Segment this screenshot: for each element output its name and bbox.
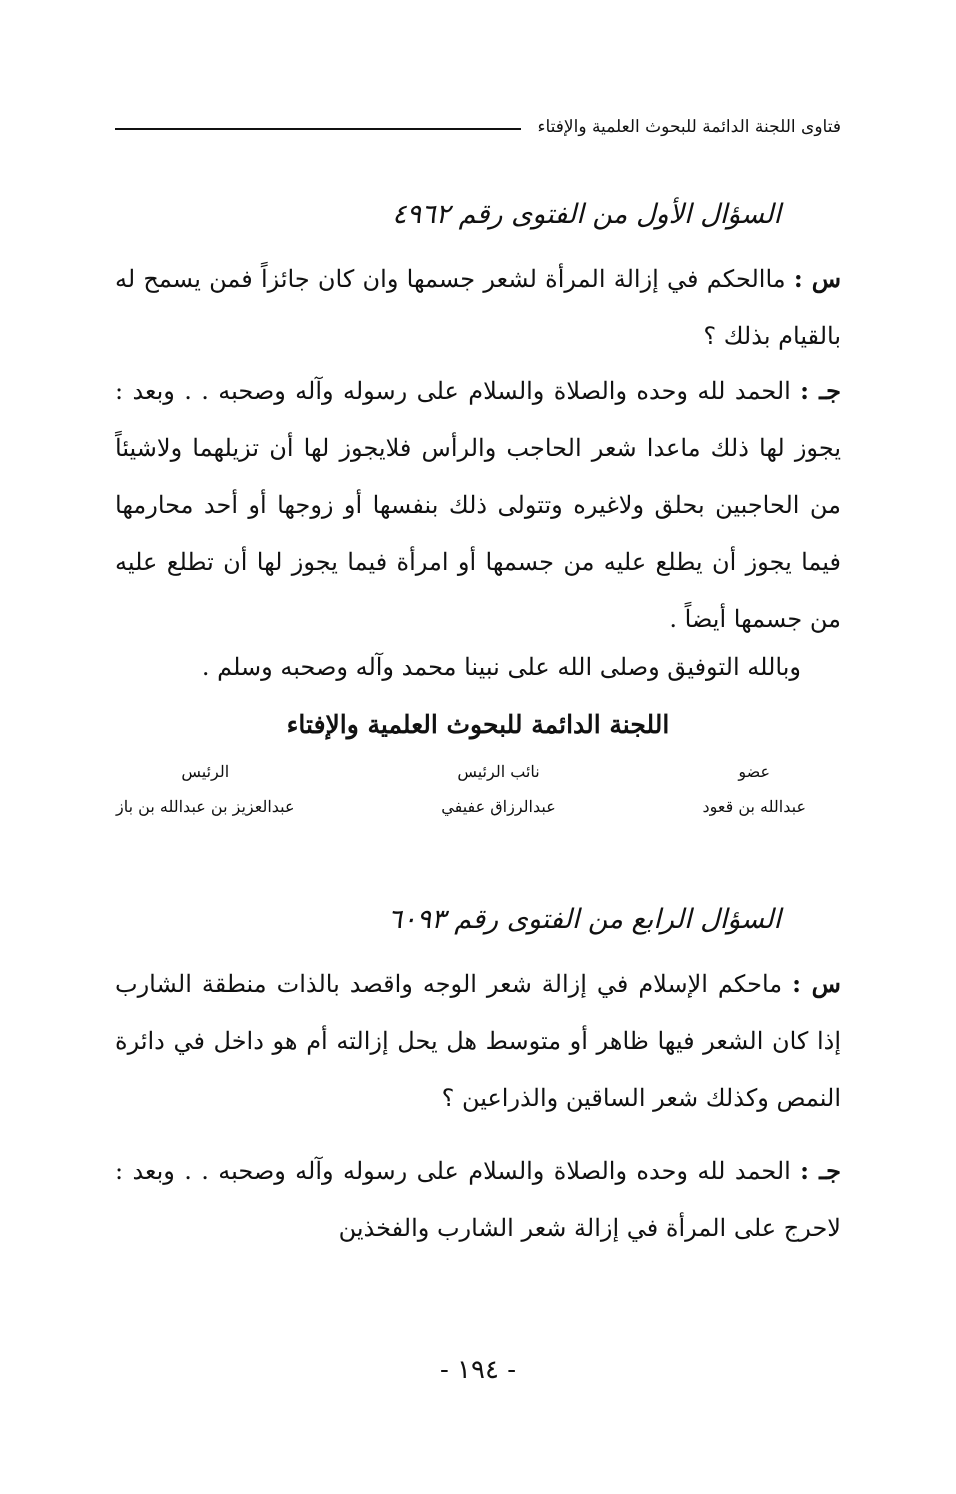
header-rule [115, 128, 521, 130]
fatwa-2-question [115, 955, 841, 1127]
fatwa-1-title: السؤال الأول من الفتوى رقم ٤٩٦٢ [392, 199, 781, 230]
fatwa-1-closing: وبالله التوفيق وصلى الله على نبينا محمد وآله وصحبه وسلم . [201, 653, 801, 681]
answer-marker: جـ : [800, 376, 841, 405]
signature-name: عبدالرزاق عفيفي [441, 797, 556, 816]
fatwa-1-answer-text: الحمد لله وحده والصلاة والسلام على رسوله وآله وصحبه . . وبعد : يجوز لها ذلك ماعدا شعر الحاجب والرأس فلايجوز لها أن تزيلهما ولاشيئاً من الحاجبين بحلق ولاغيره وتتولى ذلك بنفسها أو زوجها أو أحد محارمها فيما يجوز أن يطلع عليه من جسمها أو امرأة فيما يجوز لها أن تطلع عليه من جسمها أيضاً . [115, 377, 841, 633]
fatwa-2-question-text: ماحكم الإسلام في إزالة شعر الوجه واقصد بالذات منطقة الشارب إذا كان الشعر فيها ظاهر أو متوسط هل يحل إزالته أم هو داخل في دائرة النمص وكذلك شعر الساقين والذراعين ؟ [115, 970, 841, 1112]
fatwa-1-answer [115, 362, 841, 648]
question-marker: س : [793, 264, 841, 293]
fatwa-1-question-paragraph [115, 250, 841, 365]
fatwa-2-answer-paragraph [115, 1142, 841, 1257]
fatwa-2-answer-text: الحمد لله وحده والصلاة والسلام على رسوله وآله وصحبه . . وبعد : لاحرج على المرأة في إزالة شعر الشارب والفخذين [115, 1157, 841, 1242]
signature-role: الرئيس [181, 762, 230, 781]
signature-name: عبدالعزيز بن عبدالله بن باز [116, 797, 295, 816]
signature-role: نائب الرئيس [457, 762, 540, 781]
signature-president [116, 755, 295, 825]
fatwa-1-question-text: ماالحكم في إزالة المرأة لشعر جسمها وان كان جائزاً فمن يسمح له بالقيام بذلك ؟ [115, 265, 841, 350]
question-marker: س : [792, 969, 841, 998]
signature-name: عبدالله بن قعود [702, 797, 806, 816]
fatwa-1 [115, 190, 841, 240]
fatwa-2 [115, 895, 841, 945]
running-title: فتاوى اللجنة الدائمة للبحوث العلمية والإفتاء [537, 117, 841, 137]
fatwa-1-answer-paragraph [115, 362, 841, 648]
running-header [115, 112, 841, 142]
signature-member [702, 755, 806, 825]
signatures [116, 755, 806, 825]
fatwa-1-closing-block [115, 642, 841, 692]
page-number: - ١٩٤ - [439, 1355, 517, 1385]
fatwa-2-answer [115, 1142, 841, 1257]
signature-vice-president [441, 755, 556, 825]
committee-name: اللجنة الدائمة للبحوث العلمية والإفتاء [286, 710, 670, 739]
fatwa-1-question [115, 250, 841, 365]
fatwa-2-title: السؤال الرابع من الفتوى رقم ٦٠٩٣ [387, 904, 781, 935]
fatwa-2-question-paragraph [115, 955, 841, 1127]
signature-role: عضو [738, 762, 771, 781]
committee-block [115, 700, 841, 750]
answer-marker: جـ : [800, 1156, 841, 1185]
